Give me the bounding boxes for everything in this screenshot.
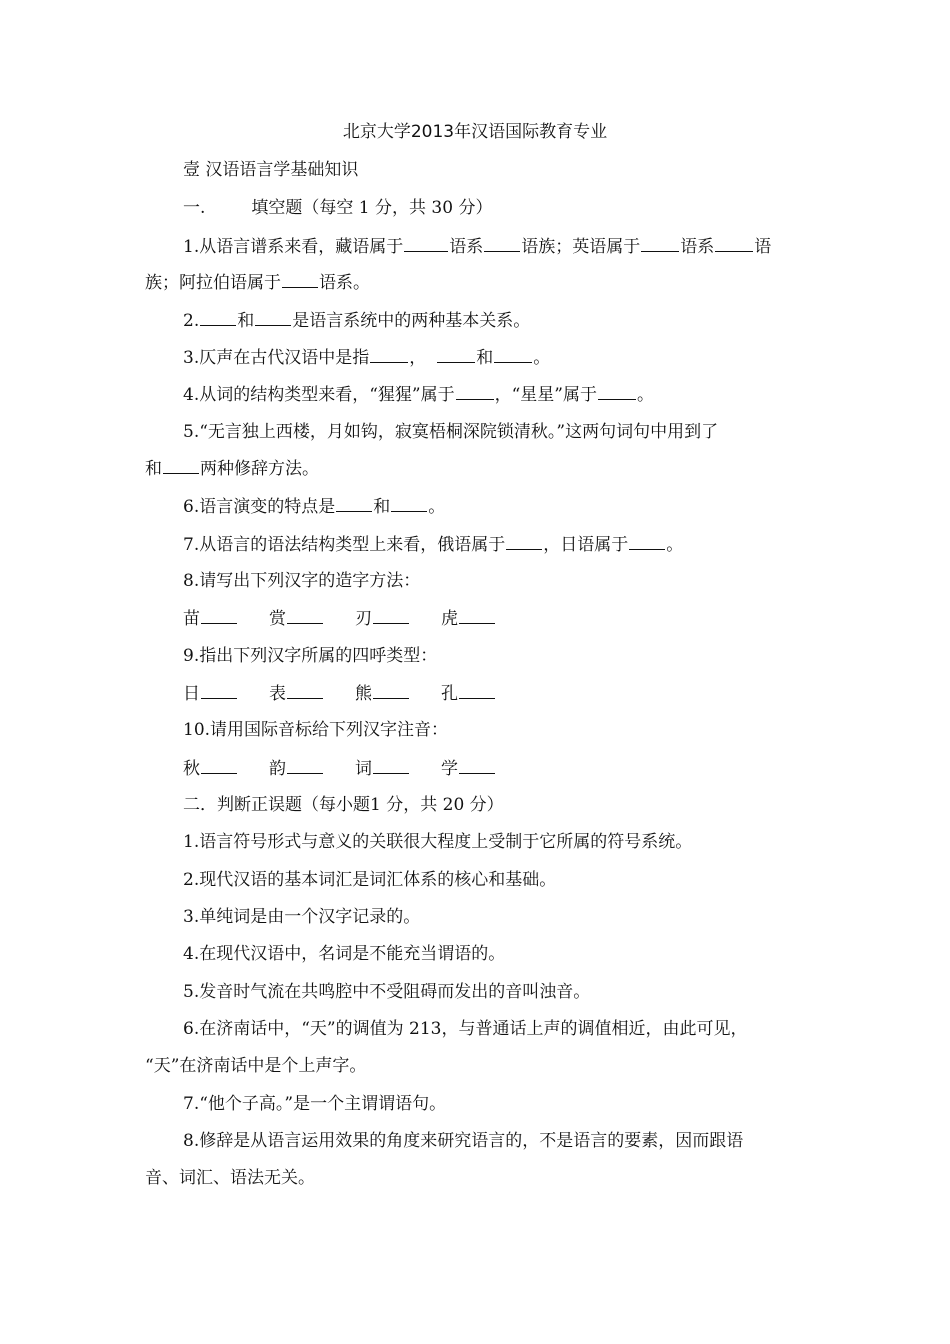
answer-blank[interactable] (287, 756, 323, 774)
question-8: 8.请写出下列汉字的造字方法： (183, 571, 421, 591)
tf-question-5: 5.发音时气流在共鸣腔中不受阻碍而发出的音叫浊音。 (183, 982, 591, 1002)
answer-blank[interactable] (287, 606, 323, 624)
answer-blank[interactable] (287, 681, 323, 699)
question-2: 2. 和 是语言系统中的两种基本关系。 (183, 308, 815, 333)
char-item: 秋 (183, 756, 269, 781)
char-item: 学 (441, 756, 527, 781)
tf-question-2: 2.现代汉语的基本词汇是词汇体系的核心和基础。 (183, 870, 557, 890)
char-item: 刃 (355, 606, 441, 631)
part1-heading (183, 196, 815, 220)
char-item: 韵 (269, 756, 355, 781)
question-1-line1: 1.从语言谱系来看，藏语属于 语系 语族；英语属于 语系 语 (183, 234, 815, 259)
answer-blank[interactable] (459, 756, 495, 774)
tf-question-7: 7.“他个子高。”是一个主谓谓语句。 (183, 1094, 447, 1114)
answer-blank[interactable] (163, 456, 199, 474)
answer-blank[interactable] (641, 234, 679, 252)
char-item: 熊 (355, 681, 441, 706)
answer-blank[interactable] (484, 234, 520, 252)
answer-blank[interactable] (200, 308, 236, 326)
question-7: 7.从语言的语法结构类型上来看，俄语属于 ，日语属于 。 (183, 532, 815, 557)
question-9: 9.指出下列汉字所属的四呼类型： (183, 646, 438, 666)
answer-blank[interactable] (629, 532, 665, 550)
char-item: 苗 (183, 606, 269, 631)
answer-blank[interactable] (437, 345, 475, 363)
answer-blank[interactable] (715, 234, 753, 252)
tf-question-6-line1: 6.在济南话中，“天”的调值为 213，与普通话上声的调值相近，由此可见， (183, 1019, 748, 1039)
char-item: 虎 (441, 606, 527, 631)
answer-blank[interactable] (404, 234, 448, 252)
answer-blank[interactable] (255, 308, 291, 326)
answer-blank[interactable] (456, 382, 494, 400)
answer-blank[interactable] (506, 532, 542, 550)
question-8-items (183, 606, 815, 631)
part1-heading-text: 填空题（每空 1 分，共 30 分） (251, 198, 493, 218)
answer-blank[interactable] (336, 494, 372, 512)
tf-question-3: 3.单纯词是由一个汉字记录的。 (183, 907, 421, 927)
answer-blank[interactable] (598, 382, 636, 400)
tf-question-4: 4.在现代汉语中，名词是不能充当谓语的。 (183, 944, 506, 964)
answer-blank[interactable] (373, 681, 409, 699)
answer-blank[interactable] (373, 606, 409, 624)
tf-question-8-line1: 8.修辞是从语言运用效果的角度来研究语言的，不是语言的要素，因而跟语 (183, 1131, 744, 1151)
answer-blank[interactable] (370, 345, 408, 363)
question-3: 3.仄声在古代汉语中是指 ， 和 。 (183, 345, 815, 370)
question-5-line2: 和 两种修辞方法。 (145, 456, 815, 481)
char-item: 表 (269, 681, 355, 706)
question-4: 4.从词的结构类型来看，“猩猩”属于 ，“星星”属于 。 (183, 382, 815, 407)
char-item: 孔 (441, 681, 527, 706)
question-10: 10.请用国际音标给下列汉字注音： (183, 720, 449, 740)
question-1-line2: 族；阿拉伯语属于 语系。 (145, 270, 815, 295)
tf-question-1: 1.语言符号形式与意义的关联很大程度上受制于它所属的符号系统。 (183, 832, 693, 852)
tf-question-6-line2: “天”在济南话中是个上声字。 (145, 1056, 367, 1076)
question-6: 6.语言演变的特点是 和 。 (183, 494, 815, 519)
page-title: 北京大学2013年汉语国际教育专业 (342, 122, 608, 142)
answer-blank[interactable] (459, 606, 495, 624)
part2-heading: 二．判断正误题（每小题1 分，共 20 分） (183, 795, 504, 815)
char-item: 赏 (269, 606, 355, 631)
section-heading: 壹 汉语语言学基础知识 (183, 160, 359, 180)
question-5-line1: 5.“无言独上西楼，月如钩，寂寞梧桐深院锁清秋。”这两句词句中用到了 (183, 422, 719, 442)
answer-blank[interactable] (201, 756, 237, 774)
answer-blank[interactable] (201, 606, 237, 624)
char-item: 词 (355, 756, 441, 781)
answer-blank[interactable] (373, 756, 409, 774)
answer-blank[interactable] (494, 345, 532, 363)
question-9-items (183, 681, 815, 706)
answer-blank[interactable] (391, 494, 427, 512)
part1-heading-number: 一. (183, 198, 206, 218)
tf-question-8-line2: 音、词汇、语法无关。 (145, 1168, 315, 1188)
answer-blank[interactable] (459, 681, 495, 699)
char-item: 日 (183, 681, 269, 706)
answer-blank[interactable] (282, 270, 318, 288)
question-10-items (183, 756, 815, 781)
answer-blank[interactable] (201, 681, 237, 699)
